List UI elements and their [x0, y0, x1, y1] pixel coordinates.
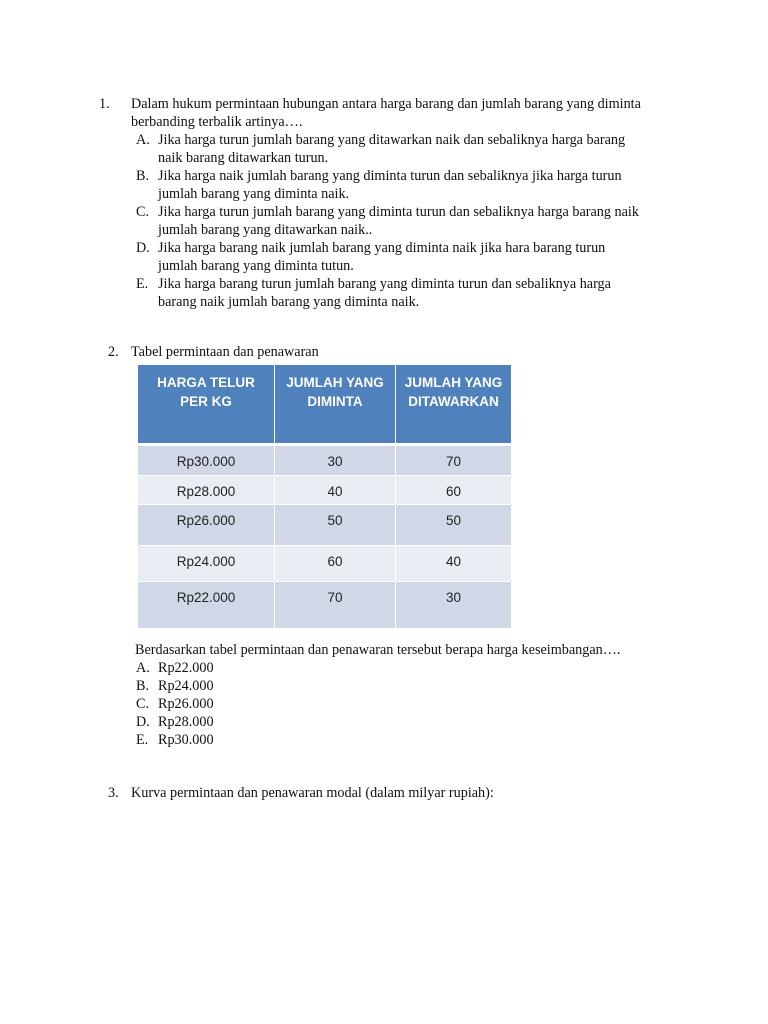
cell-price: Rp26.000 — [138, 505, 275, 546]
option-d[interactable]: D. Jika harga barang naik jumlah barang yang diminta naik jika hara barang turun jumlah barang yang diminta tutun. — [136, 240, 606, 274]
table-row — [138, 476, 511, 505]
question-number: 3. — [108, 785, 119, 801]
cell-supplied: 30 — [396, 582, 512, 629]
table-row — [138, 505, 511, 546]
question-number: 1. — [99, 96, 110, 112]
cell-demanded: 30 — [275, 445, 396, 476]
header-price: HARGA TELUR PER KG — [138, 365, 275, 445]
cell-price: Rp28.000 — [138, 476, 275, 505]
followup-question: Berdasarkan tabel permintaan dan penawaran tersebut berapa harga keseimbangan…. — [135, 642, 621, 658]
option-c[interactable]: C. Rp26.000 — [136, 696, 214, 712]
table-row — [138, 582, 511, 629]
option-a[interactable]: A. Rp22.000 — [136, 660, 214, 676]
option-e[interactable]: E. Rp30.000 — [136, 732, 214, 748]
answer-options — [136, 659, 696, 749]
option-d[interactable]: D. Rp28.000 — [136, 714, 214, 730]
table-row — [138, 445, 511, 476]
option-b[interactable]: B. Jika harga naik jumlah barang yang diminta turun dan sebaliknya jika harga turun jumlah barang yang diminta naik. — [136, 168, 622, 202]
option-a[interactable]: A. Jika harga turun jumlah barang yang ditawarkan naik dan sebaliknya harga barang naik barang ditawarkan turun. — [136, 132, 626, 166]
cell-supplied: 50 — [396, 505, 512, 546]
question-number: 2. — [108, 344, 119, 360]
cell-price: Rp24.000 — [138, 546, 275, 582]
table-header-row — [138, 365, 511, 445]
header-supplied: JUMLAH YANG DITAWARKAN — [396, 365, 512, 445]
stem-line: berbanding terbalik artinya…. — [131, 114, 303, 130]
option-e[interactable]: E. Jika harga barang turun jumlah barang yang diminta turun dan sebaliknya harga barang naik jumlah barang yang diminta naik. — [136, 276, 611, 310]
question-stem: Kurva permintaan dan penawaran modal (dalam milyar rupiah): — [131, 785, 494, 801]
cell-demanded: 60 — [275, 546, 396, 582]
cell-demanded: 50 — [275, 505, 396, 546]
cell-demanded: 40 — [275, 476, 396, 505]
stem-line: Dalam hukum permintaan hubungan antara harga barang dan jumlah barang yang diminta — [131, 96, 641, 112]
question-stem: Tabel permintaan dan penawaran — [131, 344, 319, 360]
demand-supply-table — [138, 365, 511, 629]
cell-supplied: 70 — [396, 445, 512, 476]
cell-price: Rp30.000 — [138, 445, 275, 476]
cell-supplied: 40 — [396, 546, 512, 582]
answer-options — [136, 131, 696, 311]
question-stem — [131, 95, 691, 131]
cell-price: Rp22.000 — [138, 582, 275, 629]
cell-supplied: 60 — [396, 476, 512, 505]
option-c[interactable]: C. Jika harga turun jumlah barang yang diminta turun dan sebaliknya harga barang naik jumlah barang yang ditawarkan naik.. — [136, 204, 639, 238]
header-demanded: JUMLAH YANG DIMINTA — [275, 365, 396, 445]
cell-demanded: 70 — [275, 582, 396, 629]
option-b[interactable]: B. Rp24.000 — [136, 678, 214, 694]
table-row — [138, 546, 511, 582]
